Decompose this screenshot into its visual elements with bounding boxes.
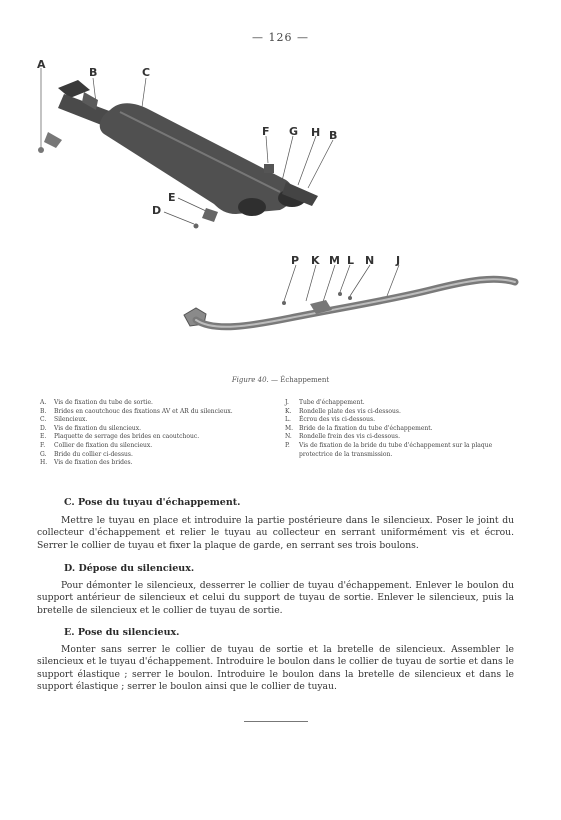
legend-letter: P. [285, 441, 290, 449]
figure-caption [0, 376, 561, 384]
legend-letter: H. [40, 459, 48, 467]
callout-g: G [289, 125, 299, 138]
legend-item [40, 451, 270, 460]
legend-letter: M. [285, 424, 294, 432]
legend-item [40, 433, 270, 442]
legend-letter: N. [285, 433, 292, 441]
callout-e: E [168, 191, 176, 204]
legend-item [40, 425, 270, 434]
legend-text: Écrou des vis ci-dessous. [299, 416, 375, 424]
section-heading-c: C. Pose du tuyau d'échappement. [64, 497, 241, 508]
legend-right [285, 399, 525, 459]
legend-text: Collier de fixation du silencieux. [54, 441, 153, 449]
callout-l: L [347, 254, 355, 267]
legend-letter: L. [285, 416, 291, 424]
callout-m: M [329, 254, 340, 267]
legend-letter: K. [285, 407, 292, 415]
callout-p: P [291, 254, 300, 267]
legend-letter: J. [285, 399, 289, 406]
section-body-e: Monter sans serrer le collier de tuyau de sortie et la bretelle de silencieux. Assembler le silencieux et le tuyau d'échappement. Introduire le boulon dans le collier de tuyau de sortie et dans le support élastique ; serrer le boulon. Introduire le boulon dans la bretelle de silencieux et dans le support élastique ; serrer le boulon ainsi que le collier de tuyau. [37, 644, 514, 692]
legend-item [285, 442, 525, 459]
callout-b: B [89, 66, 98, 79]
section-body-c: Mettre le tuyau en place et introduire la partie postérieure dans le silencieux. Poser le joint du collecteur d'échappement et relier le tuyau au collecteur en serrant uniformément vis et écrou. Serrer le collier de tuyau et fixer la plaque de garde, en serrant ses trois boulons. [37, 515, 514, 551]
section-heading-d: D. Dépose du silencieux. [64, 563, 195, 574]
legend-letter: B. [40, 407, 47, 415]
legend-item [285, 433, 525, 442]
legend-text: Bride de la fixation du tube d'échappement. [299, 424, 433, 432]
callout-h: H [311, 126, 321, 139]
legend-item [40, 459, 270, 468]
callout-d: D [152, 204, 162, 217]
legend-item [285, 416, 525, 425]
legend-text: Rondelle frein des vis ci-dessous. [299, 433, 401, 441]
legend-text: Silencieux. [54, 416, 88, 424]
callout-n: N [365, 254, 375, 267]
callout-f: F [262, 125, 270, 138]
callout-a: A [37, 58, 46, 71]
legend-letter: G. [40, 450, 47, 458]
page-number: — 126 — [252, 31, 309, 44]
legend-text: Tube d'échappement. [299, 399, 365, 406]
legend-item [285, 408, 525, 417]
bottom-divider [244, 721, 308, 722]
legend-item [40, 416, 270, 425]
legend-item [285, 399, 525, 408]
legend-item [285, 425, 525, 434]
legend-letter: F. [40, 441, 46, 449]
legend-text: Brides en caoutchouc des fixations AV et AR du silencieux. [54, 407, 233, 415]
exhaust-tube-assembly [184, 279, 515, 327]
section-heading-e: E. Pose du silencieux. [64, 627, 180, 638]
exhaust-figure [0, 0, 561, 370]
legend-item [40, 399, 270, 408]
legend-text: Vis de fixation du tube de sortie. [54, 399, 153, 406]
legend-text: Vis de fixation de la bride du tube d'échappement sur la plaque protectrice de la transmission. [299, 441, 493, 458]
legend-text: Vis de fixation des brides. [54, 459, 133, 467]
figure-caption-title: — Échappement [271, 376, 330, 384]
legend-letter: C. [40, 416, 47, 424]
callout-c: C [142, 66, 151, 79]
legend-item [40, 408, 270, 417]
muffler-assembly [38, 80, 321, 229]
legend-text: Plaquette de serrage des brides en caoutchouc. [54, 433, 200, 441]
callout-j: J [396, 254, 401, 267]
figure-caption-number: Figure 40. [231, 376, 269, 384]
callout-k: K [311, 254, 320, 267]
legend-left [40, 399, 270, 468]
callout-b-rear: B [329, 129, 338, 142]
exhaust-illustration [0, 0, 561, 370]
legend-letter: E. [40, 433, 47, 441]
legend-letter: A. [40, 399, 47, 406]
legend-text: Vis de fixation du silencieux. [54, 424, 142, 432]
legend-letter: D. [40, 424, 47, 432]
legend-text: Rondelle plate des vis ci-dessous. [299, 407, 401, 415]
legend-item [40, 442, 270, 451]
legend-text: Bride du collier ci-dessus. [54, 450, 133, 458]
section-body-d: Pour démonter le silencieux, desserrer le collier de tuyau d'échappement. Enlever le boulon du support antérieur de silencieux et celui du support de tuyau de sortie. Enlever le silencieux, puis la bretelle de silencieux et le collier de tuyau de sortie. [37, 580, 514, 616]
